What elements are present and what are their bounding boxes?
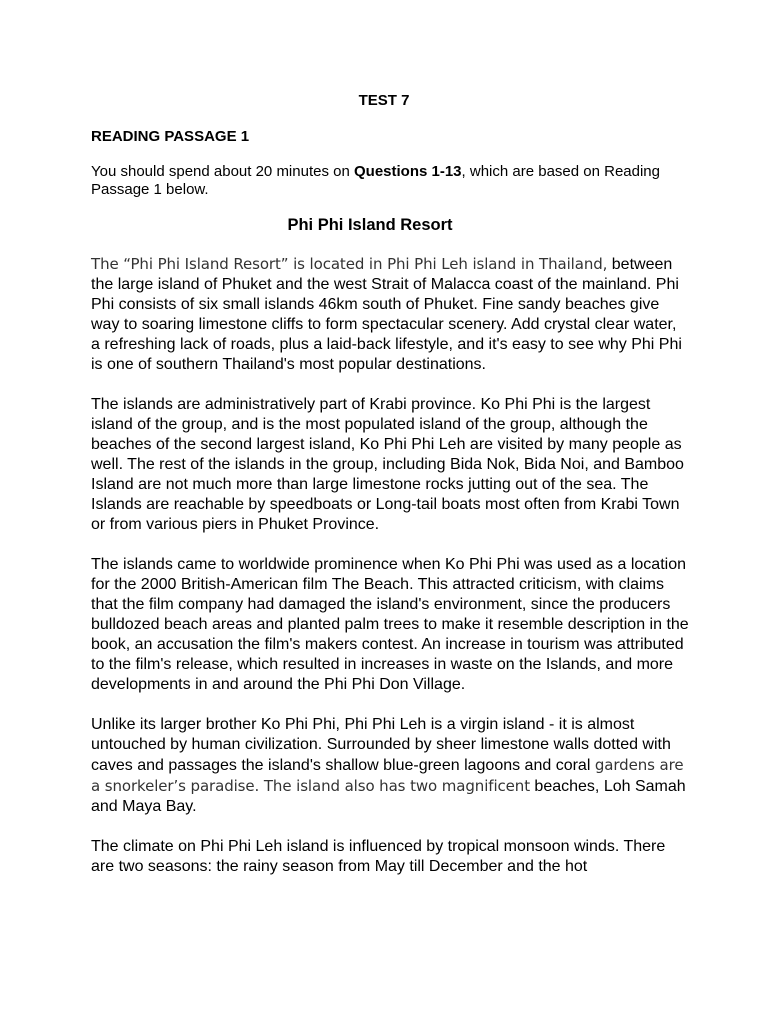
paragraph-3: The islands came to worldwide prominence when Ko Phi Phi was used as a location for the 2000 British-American film The Beach. This attracted criticism, with claims that the film company had damaged the island's environment, since the producers bulldozed beach areas and planted palm trees to make it resemble description in the book, an accusation the film's makers contest. An increase in tourism was attributed to the film's release, which resulted in increases in waste on the Islands, and more developments in and around the Phi Phi Don Village.: [91, 556, 689, 693]
paragraph-2: The islands are administratively part of Krabi province. Ko Phi Phi is the largest island of the group, and is the most populated island of the group, although the beaches of the second largest island, Ko Phi Phi Leh are visited by many people as well. The rest of the islands in the group, including Bida Nok, Bida Noi, and Bamboo Island are not much more than large limestone rocks jutting out of the sea. The Islands are reachable by speedboats or Long-tail boats most often from Krabi Town or from various piers in Phuket Province.: [91, 396, 684, 533]
passage-body: [91, 254, 689, 897]
paragraph-4-light: gardens are a snorkeler’s paradise. The island also has two magnificent: [91, 756, 684, 795]
paragraph-1: [91, 254, 689, 375]
paragraph-5: The climate on Phi Phi Leh island is influenced by tropical monsoon winds. There are two seasons: the rainy season from May till December and the hot: [91, 838, 666, 875]
instructions: [91, 163, 671, 199]
instructions-text-before: You should spend about 20 minutes on: [91, 163, 354, 180]
test-title: TEST 7: [358, 92, 410, 109]
passage-title: Phi Phi Island Resort: [287, 216, 453, 234]
paragraph-4-start: Unlike its larger brother Ko Phi Phi, Phi Phi Leh is a virgin island - it is almost untouched by human civilization. Surrounded by sheer limestone walls dotted with caves and passages the island's shallow blue-green lagoons and coral: [91, 716, 671, 774]
paragraph-4: [91, 715, 689, 817]
paragraph-1-rest: between the large island of Phuket and the west Strait of Malacca coast of the mainland. Phi Phi consists of six small islands 46km south of Phuket. Fine sandy beaches give way to soaring limestone cliffs to form spectacular scenery. Add crystal clear water, a refreshing lack of roads, plus a laid-back lifestyle, and it's easy to see why Phi Phi is one of southern Thailand's most popular destinations.: [91, 256, 682, 373]
instructions-text-after: , which are based on Reading Passage 1 below.: [91, 163, 660, 198]
section-title: READING PASSAGE 1: [91, 128, 250, 145]
paragraph-4-end: beaches, Loh Samah and Maya Bay.: [91, 778, 686, 815]
paragraph-1-intro: The “Phi Phi Island Resort” is located in Phi Phi Leh island in Thailand,: [91, 255, 608, 273]
instructions-questions: Questions 1-13: [353, 163, 462, 180]
